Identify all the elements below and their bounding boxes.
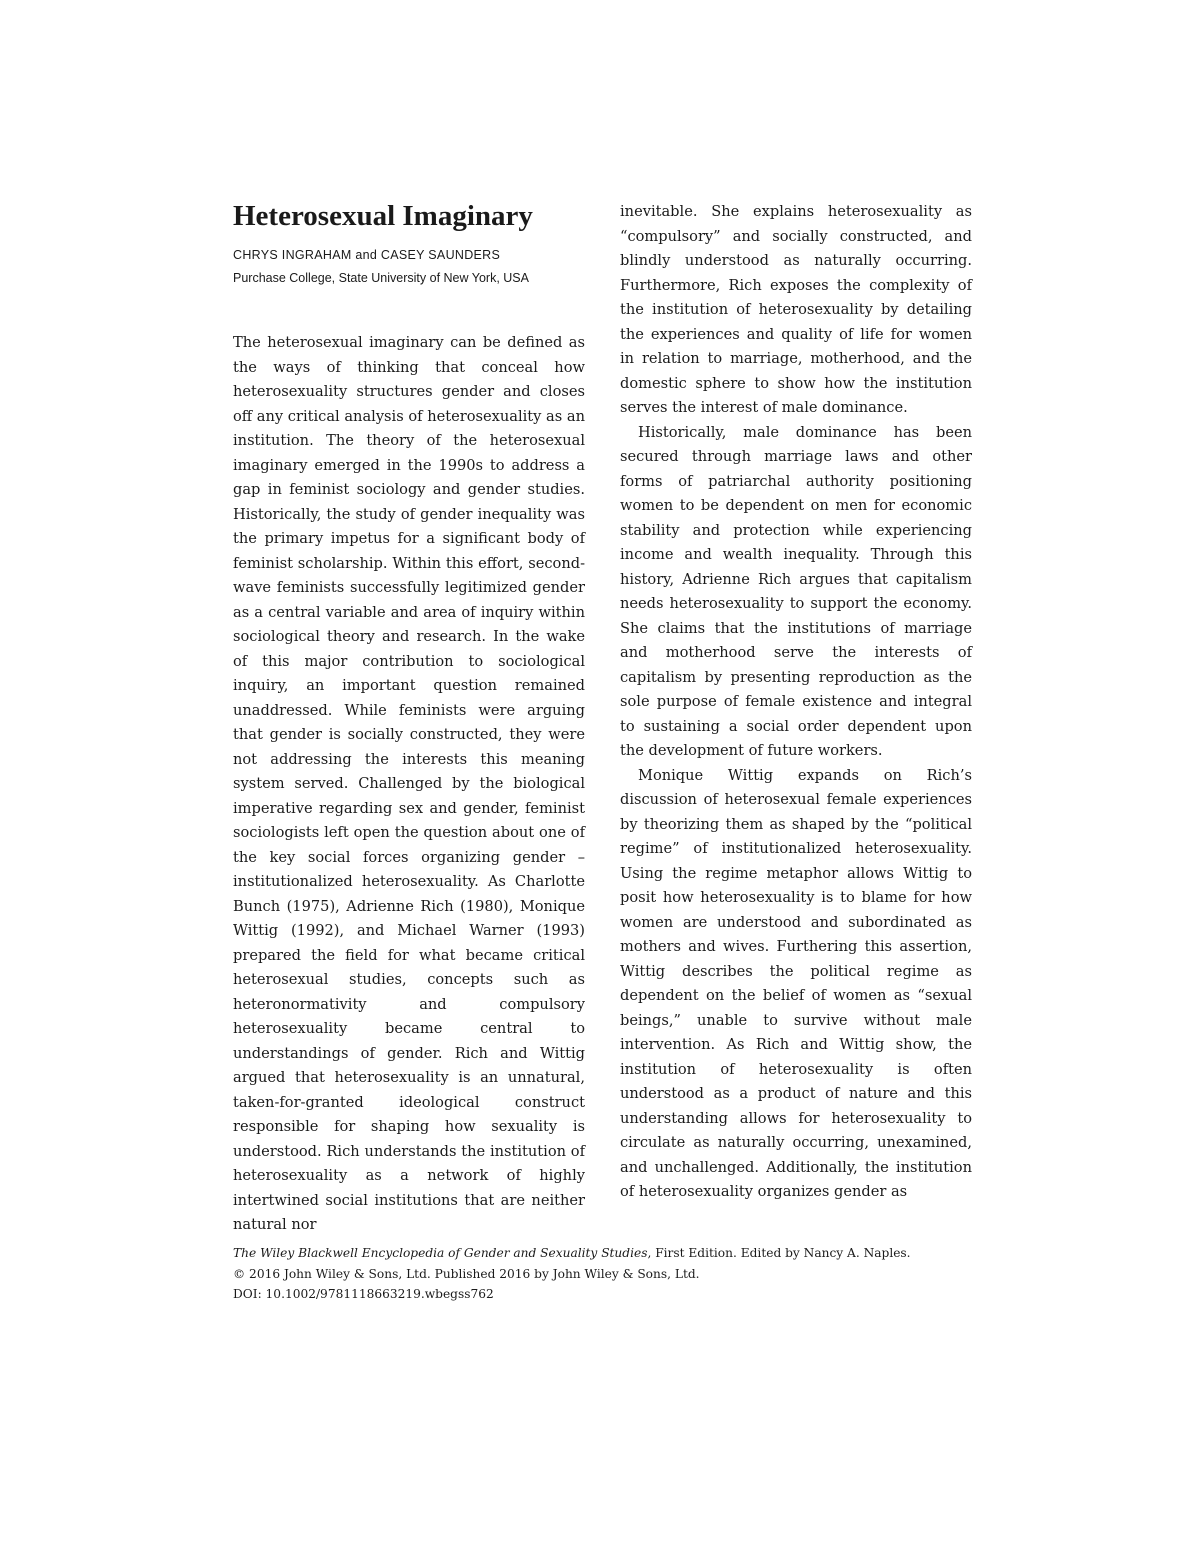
encyclopedia-title: The Wiley Blackwell Encyclopedia of Gender and Sexuality Studies (233, 1246, 648, 1260)
edition-info: , First Edition. Edited by Nancy A. Naples. (647, 1246, 911, 1260)
body-paragraph: The heterosexual imaginary can be defined as the ways of thinking that conceal how heterosexuality structures gender and closes off any critical analysis of heterosexuality as an institution. The theory of the heterosexual imaginary emerged in the 1990s to address a gap in feminist sociology and gender studies. Historically, the study of gender inequality was the primary impetus for a significant body of feminist scholarship. Within this effort, second-wave feminists successfully legitimized gender as a central variable and area of inquiry within sociological theory and research. In the wake of this major contribution to sociological inquiry, an important question remained unaddressed. While feminists were arguing that gender is socially constructed, they were not addressing the interests this meaning system served. Challenged by the biological imperative regarding sex and gender, feminist sociologists left open the question about one of the key social forces organizing gender – institutionalized heterosexuality. As Charlotte Bunch (1975), Adrienne Rich (1980), Monique Wittig (1992), and Michael Warner (1993) prepared the field for what became critical heterosexual studies, concepts such as heteronormativity and compulsory heterosexuality became central to understandings of gender. Rich and Wittig argued that heterosexuality is an unnatural, taken-for-granted ideological construct responsible for shaping how sexuality is understood. Rich understands the institution of heterosexuality as a network of highly intertwined social institutions that are neither natural nor (233, 334, 585, 1233)
citation-line (233, 1243, 973, 1264)
body-paragraph: inevitable. She explains heterosexuality as “compulsory” and socially constructed, and blindly understood as naturally occurring. Furthermore, Rich exposes the complexity of the institution of heterosexuality by detailing the experiences and quality of life for women in relation to marriage, motherhood, and the domestic sphere to show how the institution serves the interest of male dominance. (620, 203, 972, 416)
body-paragraph: Historically, male dominance has been secured through marriage laws and other forms of patriarchal authority positioning women to be dependent on men for economic stability and protection while experiencing income and wealth inequality. Through this history, Adrienne Rich argues that capitalism needs heterosexuality to support the economy. She claims that the institutions of marriage and motherhood serve the interests of capitalism by presenting reproduction as the sole purpose of female existence and integral to sustaining a social order dependent upon the development of future workers. (620, 423, 972, 759)
article-authors: CHRYS INGRAHAM and CASEY SAUNDERS (233, 248, 501, 262)
body-paragraph: Monique Wittig expands on Rich’s discussion of heterosexual female experiences by theorizing them as shaped by the “political regime” of institutionalized heterosexuality. Using the regime metaphor allows Wittig to posit how heterosexuality is to blame for how women are understood and subordinated as mothers and wives. Furthering this assertion, Wittig describes the political regime as dependent on the belief of women as “sexual beings,” unable to survive without male intervention. As Rich and Wittig show, the institution of heterosexuality is often understood as a product of nature and this understanding allows for heterosexuality to circulate as naturally occurring, unexamined, and unchallenged. Additionally, the institution of heterosexuality organizes gender as (620, 766, 972, 1200)
article-title: Heterosexual Imaginary (233, 200, 533, 232)
citation-footer (233, 1243, 973, 1305)
author-affiliation: Purchase College, State University of New York, USA (233, 271, 529, 285)
doi-line: DOI: 10.1002/9781118663219.wbegss762 (233, 1287, 494, 1301)
left-column (233, 331, 585, 1238)
copyright-line: © 2016 John Wiley & Sons, Ltd. Published 2016 by John Wiley & Sons, Ltd. (233, 1266, 700, 1281)
right-column (620, 200, 972, 1205)
